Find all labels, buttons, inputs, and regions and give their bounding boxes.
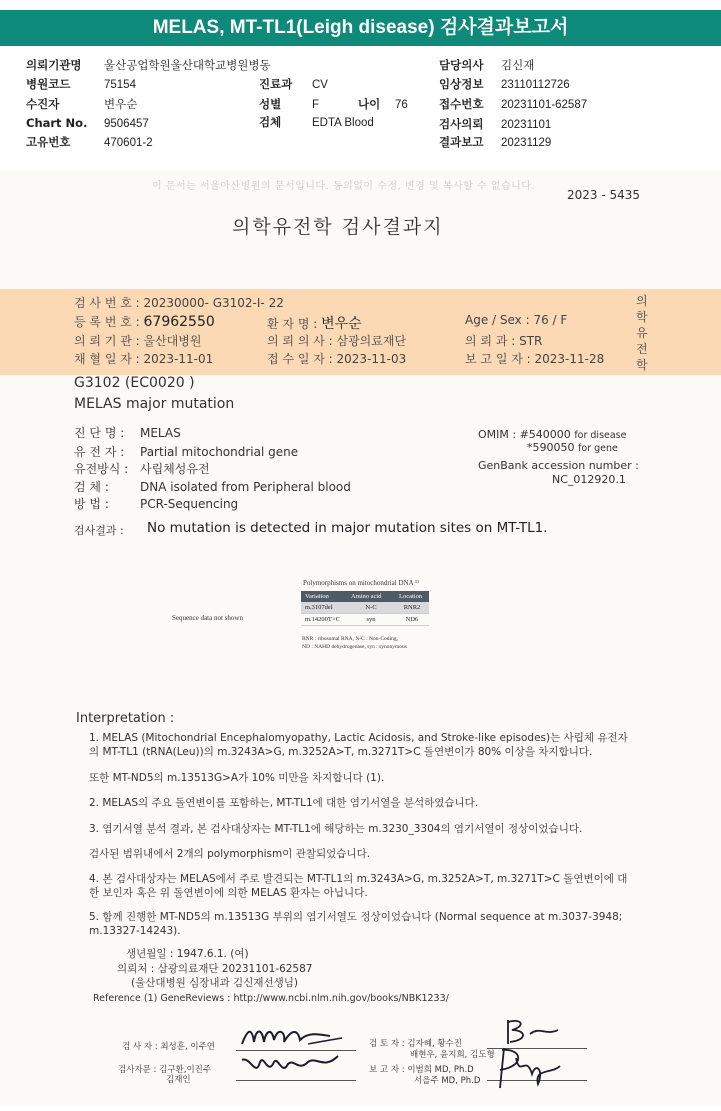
document-heading: 의학유전학 검사결과지 <box>232 216 444 238</box>
reporter-signature <box>486 1044 566 1092</box>
interpretation-title: Interpretation : <box>76 711 175 726</box>
table-row <box>301 614 429 626</box>
field-value: MELAS <box>140 426 181 440</box>
copy-warning: 이 문서는 서울아산병원의 문서입니다. 동의없이 수정, 변경 및 복사할 수 없습니다. <box>152 181 536 192</box>
omim-disease: #540000 <box>519 428 571 441</box>
chart-label: Chart No. <box>26 116 88 130</box>
report-value: 20231129 <box>501 137 552 149</box>
consult-label: 검사자문 : <box>118 1065 157 1075</box>
table-cell: syn <box>347 614 395 626</box>
tester-signature <box>238 1018 348 1052</box>
code-value: 75154 <box>104 79 136 91</box>
column-header: Amino acid <box>347 591 395 602</box>
omim-label: OMIM : <box>478 428 517 441</box>
table-cell: ND6 <box>395 614 429 626</box>
reporter-names-2: 서을주 MD, Ph.D <box>414 1076 481 1086</box>
ward-value: STR <box>519 334 543 348</box>
doctor-value: 김신재 <box>501 60 535 72</box>
reporter-names: 이범희 MD, Ph.D <box>407 1065 474 1075</box>
test-code: G3102 (EC0020 ) <box>74 375 195 391</box>
test-name: MELAS major mutation <box>74 396 235 412</box>
request-value: 20231101 <box>501 119 552 131</box>
field-value: Partial mitochondrial gene <box>140 445 299 459</box>
receipt-value: 20231101-62587 <box>501 99 588 111</box>
field-label: 검 체 : <box>74 480 109 494</box>
sex-value: F <box>312 99 320 111</box>
reference: Reference (1) GeneReviews : http://www.ncbi.nlm.nih.gov/books/NBK1233/ <box>93 993 449 1004</box>
request-label: 검사의뢰 <box>439 117 484 131</box>
band-report-label: 보 고 일 자 : <box>465 352 531 366</box>
field-value: DNA isolated from Peripheral blood <box>140 480 351 494</box>
collect-label: 채 혈 일 자 : <box>74 352 140 366</box>
polymorphism-caption: Polymorphisms on mitochondrial DNA ¹⁾ <box>303 579 419 587</box>
table-footnote: RNR : ribosomal RNA, N-C : Non-Coding, <box>302 636 398 642</box>
patient-label: 수진자 <box>26 97 60 111</box>
reg-no-value: 67962550 <box>143 314 215 330</box>
collect-value: 2023-11-01 <box>143 352 214 366</box>
specimen-value: EDTA Blood <box>312 117 374 129</box>
polymorphism-table <box>301 591 429 626</box>
field-label: 유 전 자 : <box>74 445 125 459</box>
hospital-value: 울산공업학원울산대학교병원병동 <box>104 60 271 72</box>
table-cell: m.14200T>C <box>301 614 347 626</box>
clinical-value: 23110112726 <box>501 79 570 91</box>
clinical-label: 임상정보 <box>439 77 484 91</box>
interpretation-item: 1. MELAS (Mitochondrial Encephalomyopathy, Lactic Acidosis, and Stroke-like episodes)는 사립체 유전자의 MT-TL1 (tRNA(Leu))의 m.3243A>G, m.3252A>T, m.3271T>C 돌연변이가 80% 이상을 차지합니다. <box>89 732 628 758</box>
interpretation-item: 3. 염기서열 분석 결과, 본 검사대상자는 MT-TL1에 해당하는 m.3230_3304의 염기서열이 정상이었습니다. <box>89 823 583 835</box>
reg-no-label: 등 록 번 호 : <box>74 315 140 329</box>
band-patient-label: 환 자 명 : <box>267 317 318 331</box>
test-no-value: 20230000- G3102-I- 22 <box>143 296 284 310</box>
result-label: 검사결과 : <box>74 524 124 537</box>
inst-label: 의 뢰 기 관 : <box>74 334 140 348</box>
uid-label: 고유번호 <box>26 135 71 149</box>
table-header-row <box>301 591 429 602</box>
table-cell: N-C <box>347 602 395 614</box>
age-label: 나이 <box>358 97 381 111</box>
genbank-label: GenBank accession number : <box>478 459 639 472</box>
consult-names: 김구환,이진주 <box>159 1065 212 1075</box>
receipt-label: 접수번호 <box>439 97 484 111</box>
referrer-detail: (울산대병원 심장내과 김신재선생님) <box>131 977 299 989</box>
table-footnote: ND : NAHD dehydrogenase, syn : synonymous <box>302 644 407 650</box>
age-sex-value: 76 / F <box>533 313 568 327</box>
table-row <box>301 602 429 614</box>
table-cell: m.3107del <box>301 602 347 614</box>
uid-value: 470601-2 <box>104 137 153 149</box>
tester-label: 검 사 자 : <box>122 1042 158 1052</box>
age-value: 76 <box>395 99 408 111</box>
specimen-label: 검체 <box>259 115 282 129</box>
field-label: 방 법 : <box>74 497 109 511</box>
result-text: No mutation is detected in major mutation sites on MT-TL1. <box>147 520 548 536</box>
sequence-note: Sequence data not shown <box>172 614 243 622</box>
consult-names-2: 김재인 <box>166 1075 191 1085</box>
reviewer-label: 검 토 자 : <box>369 1039 405 1049</box>
band-receipt-value: 2023-11-03 <box>336 352 407 366</box>
band-receipt-label: 접 수 일 자 : <box>267 352 333 366</box>
tester-names: 최성훈, 이주연 <box>160 1042 215 1052</box>
interpretation-item: 또한 MT-ND5의 m.13513G>A가 10% 미만을 차지합니다 (1). <box>89 772 385 784</box>
band-doctor-value: 삼광의료재단 <box>336 334 407 348</box>
dept-label: 진료과 <box>259 77 293 91</box>
report-label: 결과보고 <box>439 135 484 149</box>
table-cell: RNR2 <box>395 602 429 614</box>
column-header: Location <box>395 591 429 602</box>
ward-label: 의 뢰 과 : <box>465 334 516 348</box>
column-header: Variation <box>301 591 347 602</box>
reporter-label: 보 고 자 : <box>369 1065 405 1075</box>
omim-gene-note: for gene <box>578 443 618 454</box>
reviewer-names: 김자혜, 황수진 <box>407 1039 462 1049</box>
band-report-value: 2023-11-28 <box>534 352 605 366</box>
chart-value: 9506457 <box>104 118 149 130</box>
interpretation-item: 2. MELAS의 주요 돌연변이를 포함하는, MT-TL1에 대한 염기서열을 분석하였습니다. <box>89 797 479 809</box>
birth-date: 생년월일 : 1947.6.1. (여) <box>126 948 249 960</box>
dept-value: CV <box>312 79 328 91</box>
hospital-label: 의뢰기관명 <box>26 58 82 72</box>
interpretation-item: 5. 함께 진행한 MT-ND5의 m.13513G 부위의 염기서열도 정상이었습니다 (Normal sequence at m.3037-3948; m.13327-14243). <box>89 911 623 937</box>
field-value: 사립체성유전 <box>140 462 210 476</box>
omim-gene: *590050 <box>527 441 575 454</box>
field-value: PCR-Sequencing <box>140 497 239 511</box>
code-label: 병원코드 <box>26 77 71 91</box>
referrer: 의뢰처 : 삼광의료재단 20231101-62587 <box>117 963 313 975</box>
consult-signature <box>238 1048 348 1082</box>
patient-value: 변우순 <box>104 99 138 111</box>
age-sex-label: Age / Sex : <box>465 313 530 327</box>
test-no-label: 검 사 번 호 : <box>74 296 140 310</box>
band-patient-value: 변우순 <box>321 316 362 332</box>
genbank-value: NC_012920.1 <box>552 473 626 486</box>
interpretation-item: 4. 본 검사대상자는 MELAS에서 주로 발견되는 MT-TL1의 m.3243A>G, m.3252A>T, m.3271T>C 돌연변이에 대한 보인자 혹은 위 돌연변이에 의한 MELAS 환자는 아닙니다. <box>89 873 628 899</box>
inst-value: 울산대병원 <box>143 334 202 348</box>
field-label: 진 단 명 : <box>74 426 125 440</box>
sex-label: 성별 <box>259 97 282 111</box>
field-label: 유전방식 : <box>74 462 129 476</box>
report-title: MELAS, MT-TL1(Leigh disease) 검사결과보고서 <box>0 10 721 46</box>
doctor-label: 담당의사 <box>439 58 484 72</box>
document-number: 2023 - 5435 <box>567 188 641 202</box>
reviewer-names-2: 배현우, 윤지희, 김도형 <box>410 1050 495 1060</box>
band-doctor-label: 의 뢰 의 사 : <box>267 334 333 348</box>
interpretation-item: 검사된 범위내에서 2개의 polymorphism이 관찰되었습니다. <box>89 848 371 860</box>
patient-info-band: 검 사 번 호 : 20230000- G3102-I- 22 등 록 번 호 : 67962550 환 자 명 : 변우순 Age / Sex : 76 / F 의 뢰 기 관 : 울산대병원 의 뢰 의 사 : 삼광의료재단 의 뢰 과 : STR 채 혈 일 자 : 2023-11-01 접 수 일 자 : 2023-11-03 보 고 일 자 : 2023-11-28 의 학 유 전 학 <box>0 289 721 375</box>
omim-disease-note: for disease <box>574 430 627 441</box>
